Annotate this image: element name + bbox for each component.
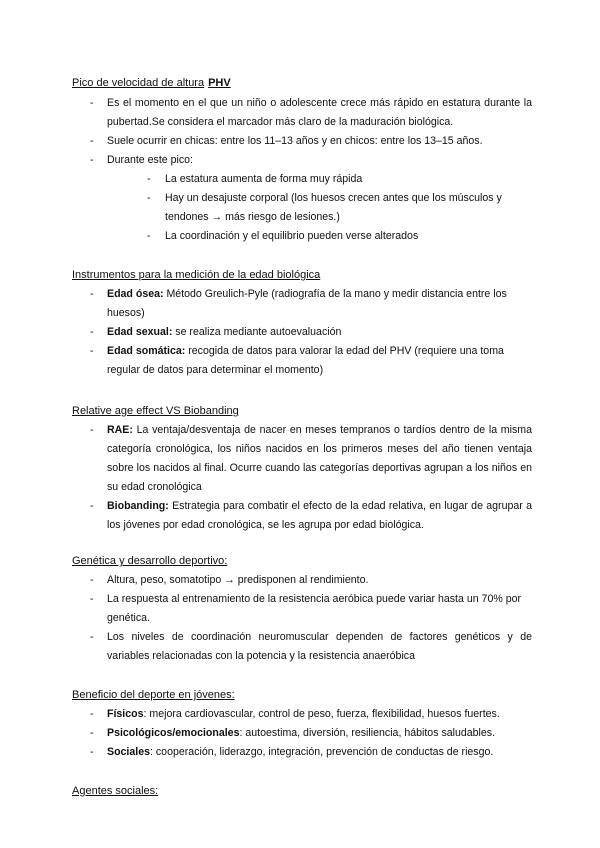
section-phv bbox=[72, 76, 532, 246]
item-text: : cooperación, liderazgo, integración, prevención de conductas de riesgo. bbox=[150, 746, 494, 758]
section-genetica bbox=[72, 554, 532, 666]
list-item: - Los niveles de coordinación neuromuscular dependen de factores genéticos y de variables relacionadas con la potencia y la resistencia anaeróbica bbox=[72, 628, 532, 666]
item-term: RAE: bbox=[107, 424, 133, 436]
sub-list-item: - Hay un desajuste corporal (los huesos crecen antes que los músculos y tendones → más riesgo de lesiones.) bbox=[72, 189, 532, 227]
item-term: Psicológicos/emocionales bbox=[107, 727, 240, 739]
sub-list-item: - La estatura aumenta de forma muy rápida bbox=[72, 170, 532, 189]
section-heading: Agentes sociales: bbox=[72, 785, 159, 797]
bullet-list bbox=[72, 421, 532, 535]
section-heading: Instrumentos para la medición de la edad biológica bbox=[72, 269, 321, 281]
item-text: Estrategia para combatir el efecto de la edad relativa, en lugar de agrupar a los jóvenes por edad cronológica, se les agrupa por edad biológica. bbox=[107, 500, 532, 531]
list-item: - Suele ocurrir en chicas: entre los 11–13 años y en chicos: entre los 13–15 años. bbox=[72, 132, 532, 151]
item-text: se realiza mediante autoevaluación bbox=[172, 326, 342, 338]
bullet-list bbox=[72, 94, 532, 246]
list-item bbox=[72, 323, 532, 342]
bullet-list bbox=[72, 705, 532, 762]
item-text: : autoestima, diversión, resiliencia, hábitos saludables. bbox=[239, 727, 496, 739]
list-item bbox=[72, 743, 532, 762]
item-text: La ventaja/desventaja de nacer en meses tempranos o tardíos dentro de la misma categoría cronológica, los niños nacidos en los primeros meses del año tienen ventaja sobre los nacidos al final. Ocurre cuando las categorías deportivas agrupan a los niños en su edad cronológica bbox=[107, 424, 532, 493]
section-heading: Genética y desarrollo deportivo: bbox=[72, 555, 228, 567]
section-heading: Relative age effect VS Biobanding bbox=[72, 405, 239, 417]
item-term: Edad somática: bbox=[107, 345, 186, 357]
bullet-list bbox=[72, 571, 532, 666]
list-item bbox=[72, 497, 532, 535]
sub-list-item: - La coordinación y el equilibrio pueden verse alterados bbox=[72, 227, 532, 246]
item-term: Edad ósea: bbox=[107, 288, 164, 300]
section-beneficios bbox=[72, 688, 532, 762]
item-term: Físicos bbox=[107, 708, 144, 720]
section-agentes-sociales bbox=[72, 784, 532, 798]
item-term: Edad sexual: bbox=[107, 326, 173, 338]
heading-text: Pico de velocidad de altura bbox=[72, 77, 205, 89]
list-item bbox=[72, 342, 532, 380]
list-item: - La respuesta al entrenamiento de la resistencia aeróbica puede variar hasta un 70% por genética. bbox=[72, 590, 532, 628]
list-item: - Durante este pico: bbox=[72, 151, 532, 170]
list-item bbox=[72, 285, 532, 323]
list-item: - Es el momento en el que un niño o adolescente crece más rápido en estatura durante la pubertad.Se considera el marcador más claro de la maduración biológica. bbox=[72, 94, 532, 132]
item-text: recogida de datos para valorar la edad del PHV (requiere una toma regular de datos para determinar el momento) bbox=[107, 345, 504, 376]
section-heading bbox=[72, 76, 532, 90]
section-heading: Beneficio del deporte en jóvenes: bbox=[72, 689, 235, 701]
item-text: Método Greulich-Pyle (radiografía de la mano y medir distancia entre los huesos) bbox=[107, 288, 507, 319]
bullet-list bbox=[72, 285, 532, 380]
list-item bbox=[72, 724, 532, 743]
heading-bold: PHV bbox=[208, 77, 231, 89]
section-instrumentos bbox=[72, 268, 532, 380]
list-item bbox=[72, 421, 532, 497]
list-item bbox=[72, 705, 532, 724]
item-term: Biobanding: bbox=[107, 500, 169, 512]
list-item: - Altura, peso, somatotipo → predisponen al rendimiento. bbox=[72, 571, 532, 590]
section-rae-biobanding bbox=[72, 404, 532, 535]
item-term: Sociales bbox=[107, 746, 150, 758]
item-text: : mejora cardiovascular, control de peso, fuerza, flexibilidad, huesos fuertes. bbox=[143, 708, 500, 720]
